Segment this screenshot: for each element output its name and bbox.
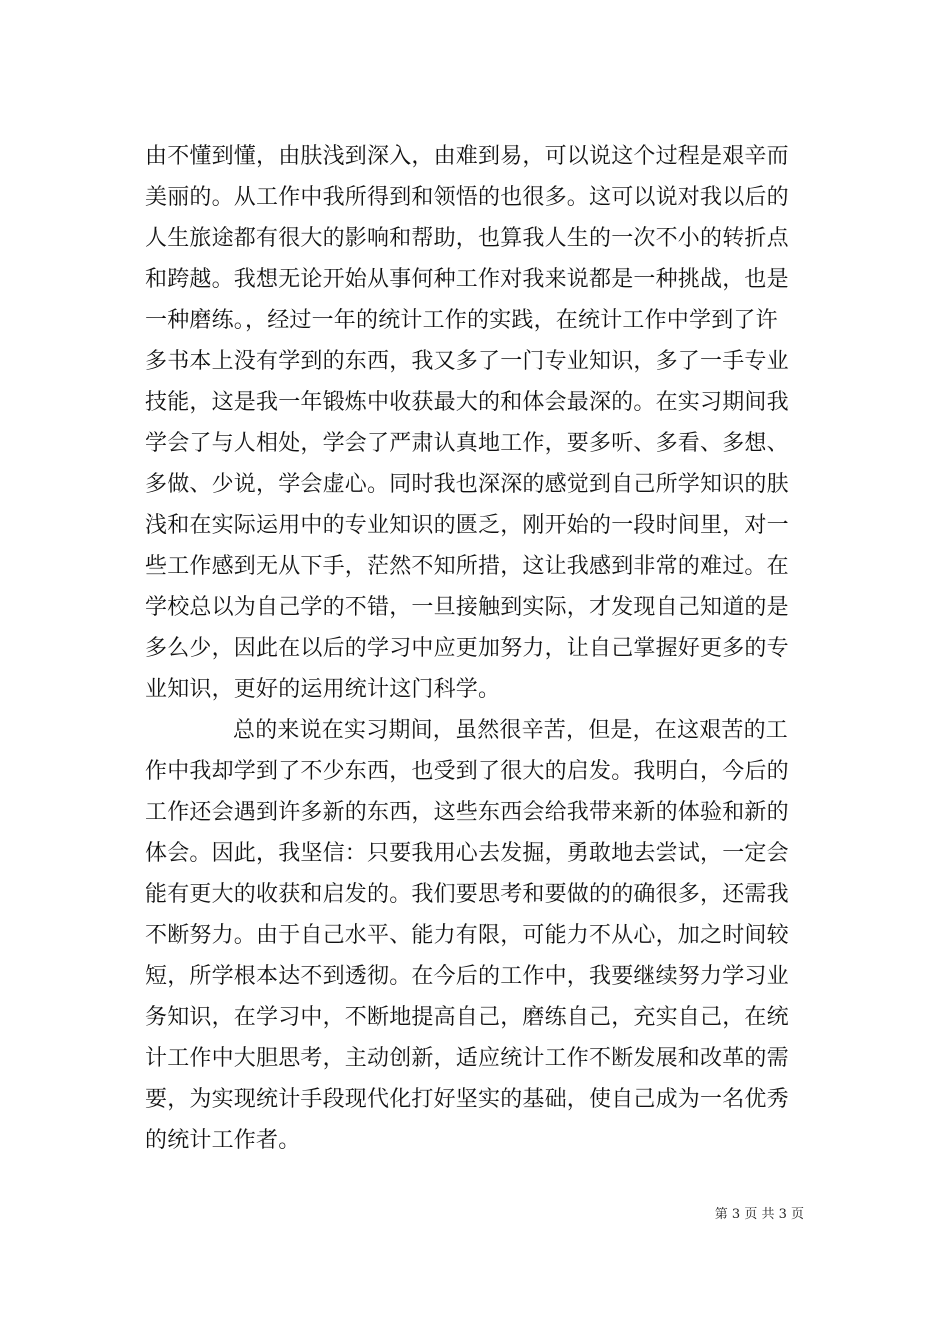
paragraph-1-line: 浅和在实际运用中的专业知识的匮乏，刚开始的一段时间里，对一 (145, 513, 789, 538)
paragraph-1-line: 多书本上没有学到的东西，我又多了一门专业知识，多了一手专业 (145, 349, 789, 374)
paragraph-1-line: 一种磨练。，经过一年的统计工作的实践，在统计工作中学到了许 (145, 308, 778, 333)
body-text (145, 136, 810, 1161)
paragraph-2-line: 要，为实现统计手段现代化打好坚实的基础，使自己成为一名优秀 (145, 1087, 789, 1112)
paragraph-1-line: 技能，这是我一年锻炼中收获最大的和体会最深的。在实习期间我 (145, 390, 789, 415)
paragraph-2-line: 作中我却学到了不少东西，也受到了很大的启发。我明白，今后的 (145, 759, 789, 784)
paragraph-2-line: 计工作中大胆思考，主动创新，适应统计工作不断发展和改革的需 (145, 1046, 789, 1071)
paragraph-1-line: 些工作感到无从下手，茫然不知所措，这让我感到非常的难过。在 (145, 554, 789, 579)
paragraph-1-line: 业知识，更好的运用统计这门科学。 (145, 677, 501, 702)
paragraph-2-line: 的统计工作者。 (145, 1128, 301, 1153)
paragraph-1-line: 人生旅途都有很大的影响和帮助，也算我人生的一次不小的转折点 (145, 226, 789, 251)
paragraph-1-line: 和跨越。我想无论开始从事何种工作对我来说都是一种挑战，也是 (145, 267, 789, 292)
page-number: 第 3 页 共 3 页 (714, 1207, 804, 1222)
paragraph-2-line: 能有更大的收获和启发的。我们要思考和要做的的确很多，还需我 (145, 882, 789, 907)
paragraph-2-line: 不断努力。由于自己水平、能力有限，可能力不从心，加之时间较 (145, 923, 789, 948)
paragraph-1-line: 多么少，因此在以后的学习中应更加努力，让自己掌握好更多的专 (145, 636, 789, 661)
paragraph-1-line: 多做、少说，学会虚心。同时我也深深的感觉到自己所学知识的肤 (145, 472, 789, 497)
paragraph-2-line: 总的来说在实习期间，虽然很辛苦，但是，在这艰苦的工 (233, 718, 789, 743)
paragraph-2-line: 短，所学根本达不到透彻。在今后的工作中，我要继续努力学习业 (145, 964, 789, 989)
paragraph-1-line: 学会了与人相处，学会了严肃认真地工作，要多听、多看、多想、 (145, 431, 789, 456)
paragraph-1-line: 美丽的。从工作中我所得到和领悟的也很多。这可以说对我以后的 (145, 185, 789, 210)
paragraph-2-line: 体会。因此，我坚信：只要我用心去发掘，勇敢地去尝试，一定会 (145, 841, 789, 866)
paragraph-1-line: 由不懂到懂，由肤浅到深入，由难到易，可以说这个过程是艰辛而 (145, 144, 789, 169)
paragraph-1-line: 学校总以为自己学的不错，一旦接触到实际，才发现自己知道的是 (145, 595, 789, 620)
paragraph-2-line: 工作还会遇到许多新的东西，这些东西会给我带来新的体验和新的 (145, 800, 789, 825)
paragraph-2-line: 务知识，在学习中，不断地提高自己，磨练自己，充实自己，在统 (145, 1005, 789, 1030)
